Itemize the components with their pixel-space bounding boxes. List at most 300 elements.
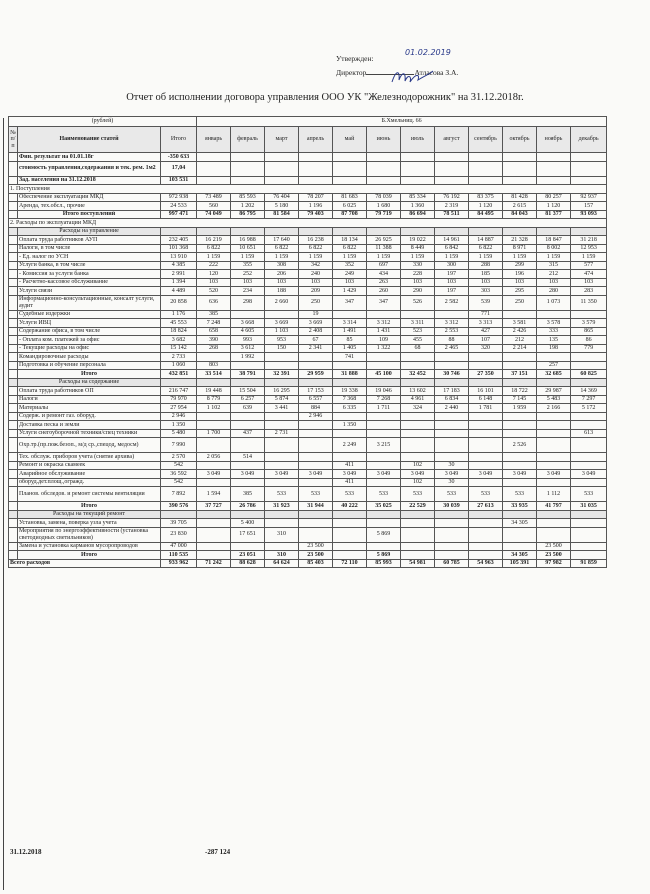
month-cell [469, 412, 503, 421]
month-cell: 3 311 [401, 319, 435, 328]
month-cell: 2 214 [503, 344, 537, 353]
month-cell: 10 651 [231, 244, 265, 253]
row-number-cell [9, 551, 18, 560]
total-cell: 7 990 [161, 438, 197, 453]
month-cell [197, 478, 231, 487]
month-cell: 67 [299, 336, 333, 345]
month-cell: 249 [333, 270, 367, 279]
month-cell: 1 103 [265, 327, 299, 336]
table-row [9, 310, 607, 319]
month-cell: 3 669 [265, 319, 299, 328]
header-cell: март [265, 127, 299, 153]
month-cell [435, 438, 469, 453]
row-label: Итого [18, 551, 161, 560]
month-cell: 1 360 [401, 202, 435, 211]
month-cell: 64 624 [265, 559, 299, 568]
month-cell [469, 478, 503, 487]
month-cell [367, 429, 401, 438]
month-cell [571, 361, 607, 370]
month-cell [469, 551, 503, 560]
month-cell: 79 719 [367, 210, 401, 219]
approval-label: Утвержден: [336, 54, 374, 63]
month-cell [367, 519, 401, 528]
month-cell: 520 [197, 287, 231, 296]
header-cell: декабрь [571, 127, 607, 153]
month-cell: 320 [469, 344, 503, 353]
row-number-cell [9, 412, 18, 421]
month-cell: 32 452 [401, 370, 435, 379]
total-cell: 39 705 [161, 519, 197, 528]
month-cell: 8 971 [503, 244, 537, 253]
month-cell [571, 551, 607, 560]
month-cell: 3 579 [571, 319, 607, 328]
table-row [9, 453, 607, 462]
month-cell: 85 593 [231, 193, 265, 202]
month-cell [299, 478, 333, 487]
empty-cell [367, 378, 401, 387]
month-cell: 26 786 [231, 502, 265, 511]
month-cell: 1 431 [367, 327, 401, 336]
total-cell: 79 970 [161, 395, 197, 404]
row-number-cell [9, 470, 18, 479]
month-cell: 23 051 [231, 551, 265, 560]
row-number-cell [9, 453, 18, 462]
month-cell: 86 694 [401, 210, 435, 219]
month-cell: 19 022 [401, 236, 435, 245]
month-cell [401, 453, 435, 462]
month-cell: 6 148 [469, 395, 503, 404]
month-cell: 333 [537, 327, 571, 336]
month-cell: 85 [333, 336, 367, 345]
month-cell [231, 161, 265, 176]
table-row [9, 478, 607, 487]
row-label: - Оплата ком. платежей за офис [18, 336, 161, 345]
month-cell [435, 519, 469, 528]
table-row [9, 236, 607, 245]
table-row [9, 287, 607, 296]
total-cell: -350 633 [161, 153, 197, 162]
month-cell: 103 [299, 278, 333, 287]
month-cell: 779 [571, 344, 607, 353]
month-cell: 135 [537, 336, 571, 345]
month-cell: 102 [401, 461, 435, 470]
month-cell: 7 145 [503, 395, 537, 404]
month-cell [435, 542, 469, 551]
table-row [9, 527, 607, 542]
month-cell: 6 822 [333, 244, 367, 253]
month-cell: 577 [571, 261, 607, 270]
month-cell [503, 161, 537, 176]
empty-cell [435, 227, 469, 236]
month-cell [537, 421, 571, 430]
month-cell [299, 153, 333, 162]
month-cell: 1 429 [333, 287, 367, 296]
month-cell [469, 421, 503, 430]
month-cell [299, 176, 333, 185]
month-cell: 81 428 [503, 193, 537, 202]
month-cell [367, 453, 401, 462]
month-cell: 260 [367, 287, 401, 296]
row-number-cell [9, 278, 18, 287]
month-cell [469, 153, 503, 162]
month-cell: 1 159 [197, 253, 231, 262]
month-cell: 14 369 [571, 387, 607, 396]
month-cell: 6 822 [299, 244, 333, 253]
page-title: Отчет об исполнении договора управления ООО УК "Железнодорожник" на 31.12.2018г. [126, 92, 524, 103]
total-cell: 972 938 [161, 193, 197, 202]
month-cell: 40 222 [333, 502, 367, 511]
month-cell: 533 [333, 487, 367, 502]
row-number-cell [9, 353, 18, 362]
month-cell: 19 448 [197, 387, 231, 396]
month-cell [571, 527, 607, 542]
month-cell: 697 [367, 261, 401, 270]
month-cell: 263 [367, 278, 401, 287]
table-row [9, 412, 607, 421]
section-row [9, 185, 607, 194]
month-cell: 1 159 [571, 253, 607, 262]
month-cell [197, 176, 231, 185]
month-cell: 6 335 [333, 404, 367, 413]
table-row [9, 395, 607, 404]
total-cell: 432 851 [161, 370, 197, 379]
month-cell: 34 305 [503, 519, 537, 528]
month-cell [265, 361, 299, 370]
month-cell: 523 [401, 327, 435, 336]
month-cell: 23 500 [537, 551, 571, 560]
empty-cell [161, 510, 197, 519]
month-cell: 865 [571, 327, 607, 336]
month-cell [231, 478, 265, 487]
row-number-cell [9, 236, 18, 245]
month-cell [401, 353, 435, 362]
row-label: Тех. обслуж. приборов учета (снятие архива) [18, 453, 161, 462]
month-cell: 81 584 [265, 210, 299, 219]
month-cell: 3 049 [299, 470, 333, 479]
month-cell [265, 353, 299, 362]
month-cell [231, 542, 265, 551]
month-cell [401, 421, 435, 430]
month-cell: 2 526 [503, 438, 537, 453]
header-cell: апрель [299, 127, 333, 153]
month-cell: 6 822 [265, 244, 299, 253]
total-cell: 45 553 [161, 319, 197, 328]
row-number-cell [9, 327, 18, 336]
month-cell: 1 159 [401, 253, 435, 262]
month-cell [537, 153, 571, 162]
month-cell: 38 791 [231, 370, 265, 379]
month-cell: 1 159 [333, 253, 367, 262]
row-number-cell [9, 438, 18, 453]
month-cell [367, 153, 401, 162]
row-number-cell [9, 461, 18, 470]
month-cell: 3 441 [265, 404, 299, 413]
month-cell: 1 159 [537, 253, 571, 262]
month-cell: 76 404 [265, 193, 299, 202]
month-cell: 86 [571, 336, 607, 345]
month-cell [197, 161, 231, 176]
month-cell: 206 [265, 270, 299, 279]
header-cell: июль [401, 127, 435, 153]
month-cell [469, 438, 503, 453]
month-cell: 30 [435, 478, 469, 487]
month-cell [537, 461, 571, 470]
total-cell: 13 910 [161, 253, 197, 262]
month-cell: 2 660 [265, 295, 299, 310]
month-cell: 212 [503, 336, 537, 345]
month-cell: 228 [401, 270, 435, 279]
month-cell [197, 153, 231, 162]
row-label: - Расчетно-кассовое обслуживание [18, 278, 161, 287]
month-cell [265, 310, 299, 319]
total-cell: 4 385 [161, 261, 197, 270]
month-cell: 3 049 [537, 470, 571, 479]
total-cell: 17,04 [161, 161, 197, 176]
month-cell: 658 [197, 327, 231, 336]
month-cell [299, 429, 333, 438]
month-cell: 1 322 [367, 344, 401, 353]
month-cell: 2 553 [435, 327, 469, 336]
month-cell: 315 [537, 261, 571, 270]
month-cell [197, 461, 231, 470]
month-cell: 7 248 [197, 319, 231, 328]
month-cell: 23 500 [537, 542, 571, 551]
month-cell: 2 582 [435, 295, 469, 310]
month-cell [537, 478, 571, 487]
month-cell [367, 176, 401, 185]
month-cell: 1 491 [333, 327, 367, 336]
month-cell: 107 [469, 336, 503, 345]
month-cell: 533 [469, 487, 503, 502]
month-cell [435, 153, 469, 162]
total-cell: 110 535 [161, 551, 197, 560]
month-cell: 6 025 [333, 202, 367, 211]
month-cell: 3 612 [231, 344, 265, 353]
month-cell: 41 797 [537, 502, 571, 511]
empty-cell [537, 378, 571, 387]
month-cell: 437 [231, 429, 265, 438]
month-cell: 88 [435, 336, 469, 345]
section-row [9, 378, 607, 387]
month-cell [265, 421, 299, 430]
empty-cell [333, 510, 367, 519]
total-cell: 232 405 [161, 236, 197, 245]
month-cell: 803 [197, 361, 231, 370]
month-cell: 103 [435, 278, 469, 287]
table-row [9, 438, 607, 453]
header-cell: февраль [231, 127, 265, 153]
month-cell: 2 249 [333, 438, 367, 453]
table-row [9, 421, 607, 430]
month-cell [469, 176, 503, 185]
row-number-cell [9, 344, 18, 353]
month-cell [401, 310, 435, 319]
month-cell: 2 426 [503, 327, 537, 336]
month-cell: 109 [367, 336, 401, 345]
month-cell: 390 [197, 336, 231, 345]
month-cell: 533 [435, 487, 469, 502]
month-cell: 308 [265, 261, 299, 270]
month-cell: 185 [469, 270, 503, 279]
month-cell: 12 953 [571, 244, 607, 253]
month-cell: 19 046 [367, 387, 401, 396]
caption-unit: (рублей) [9, 117, 197, 127]
month-cell [571, 310, 607, 319]
table-row [9, 551, 607, 560]
month-cell [571, 153, 607, 162]
month-cell: 8 779 [197, 395, 231, 404]
table-row [9, 295, 607, 310]
month-cell: 1 992 [231, 353, 265, 362]
month-cell: 16 988 [231, 236, 265, 245]
row-number-cell [9, 310, 18, 319]
table-row [9, 193, 607, 202]
month-cell: 13 602 [401, 387, 435, 396]
month-cell [537, 453, 571, 462]
total-cell: 23 830 [161, 527, 197, 542]
total-cell: 27 954 [161, 404, 197, 413]
month-cell: 84 495 [469, 210, 503, 219]
row-label: Подготовка и обучение персонала [18, 361, 161, 370]
empty-cell [401, 227, 435, 236]
month-cell: 533 [367, 487, 401, 502]
month-cell [333, 176, 367, 185]
empty-cell [299, 378, 333, 387]
table-row [9, 278, 607, 287]
row-label: Планов. обследов. и ремонт системы вентиляции [18, 487, 161, 502]
month-cell: 91 859 [571, 559, 607, 568]
month-cell [469, 519, 503, 528]
month-cell: 23 500 [299, 551, 333, 560]
month-cell [299, 519, 333, 528]
row-label: Обеспечение эксплуатации МКД [18, 193, 161, 202]
month-cell [469, 429, 503, 438]
month-cell: 533 [503, 487, 537, 502]
row-label: Замена и установка карманов мусоропроводов [18, 542, 161, 551]
month-cell [435, 551, 469, 560]
month-cell: 455 [401, 336, 435, 345]
total-cell: 390 576 [161, 502, 197, 511]
month-cell: 209 [299, 287, 333, 296]
month-cell: 3 049 [231, 470, 265, 479]
month-cell: 1 202 [231, 202, 265, 211]
month-cell: 1 159 [265, 253, 299, 262]
month-cell: 1 120 [537, 202, 571, 211]
row-label: - Текущие расходы на офис [18, 344, 161, 353]
month-cell [435, 361, 469, 370]
row-number-cell [9, 161, 18, 176]
month-cell: 198 [537, 344, 571, 353]
empty-cell [571, 378, 607, 387]
month-cell [435, 421, 469, 430]
total-cell: 1 394 [161, 278, 197, 287]
empty-cell [265, 378, 299, 387]
month-cell: 1 112 [537, 487, 571, 502]
total-cell: 47 000 [161, 542, 197, 551]
month-cell [265, 453, 299, 462]
month-cell: 1 102 [197, 404, 231, 413]
month-cell: 6 822 [469, 244, 503, 253]
month-cell [571, 453, 607, 462]
month-cell: 29 987 [537, 387, 571, 396]
month-cell: 3 581 [503, 319, 537, 328]
month-cell [537, 161, 571, 176]
table-row [9, 336, 607, 345]
month-cell: 533 [571, 487, 607, 502]
month-cell: 81 683 [333, 193, 367, 202]
month-cell [299, 438, 333, 453]
month-cell: 6 834 [435, 395, 469, 404]
month-cell: 120 [197, 270, 231, 279]
header-cell: Наименование статей [18, 127, 161, 153]
row-label: Аварийное обслуживание [18, 470, 161, 479]
month-cell: 2 319 [435, 202, 469, 211]
month-cell: 103 [503, 278, 537, 287]
month-cell [537, 176, 571, 185]
row-number-cell [9, 287, 18, 296]
row-number-cell [9, 421, 18, 430]
header-cell: октябрь [503, 127, 537, 153]
month-cell: 993 [231, 336, 265, 345]
month-cell: 250 [503, 295, 537, 310]
month-cell: 411 [333, 478, 367, 487]
empty-cell [435, 378, 469, 387]
month-cell [299, 527, 333, 542]
empty-cell [469, 510, 503, 519]
header-cell: сентябрь [469, 127, 503, 153]
month-cell: 2 946 [299, 412, 333, 421]
month-cell [469, 461, 503, 470]
empty-cell [401, 378, 435, 387]
month-cell: 526 [401, 295, 435, 310]
table-row [9, 429, 607, 438]
row-number-cell [9, 378, 18, 387]
row-number-cell [9, 519, 18, 528]
month-cell: 83 375 [469, 193, 503, 202]
month-cell [503, 453, 537, 462]
month-cell: 17 651 [231, 527, 265, 542]
month-cell [197, 353, 231, 362]
month-cell [265, 478, 299, 487]
month-cell [435, 429, 469, 438]
empty-cell [435, 510, 469, 519]
month-cell [401, 519, 435, 528]
row-label: Итого [18, 370, 161, 379]
total-cell: 20 858 [161, 295, 197, 310]
month-cell [503, 461, 537, 470]
month-cell [435, 353, 469, 362]
month-cell: 19 [299, 310, 333, 319]
month-cell: 197 [435, 270, 469, 279]
month-cell: 295 [503, 287, 537, 296]
month-cell: 29 959 [299, 370, 333, 379]
month-cell: 5 483 [537, 395, 571, 404]
month-cell [367, 361, 401, 370]
total-cell: 18 824 [161, 327, 197, 336]
month-cell: 60 785 [435, 559, 469, 568]
empty-cell [571, 227, 607, 236]
month-cell: 310 [265, 527, 299, 542]
month-cell: 30 039 [435, 502, 469, 511]
month-cell [197, 438, 231, 453]
row-label: Командировочные расходы [18, 353, 161, 362]
binding-edge [3, 118, 4, 890]
empty-cell [197, 227, 231, 236]
month-cell [265, 412, 299, 421]
row-label: Судебные издержки [18, 310, 161, 319]
month-cell: 283 [571, 287, 607, 296]
month-cell: 3 312 [367, 319, 401, 328]
